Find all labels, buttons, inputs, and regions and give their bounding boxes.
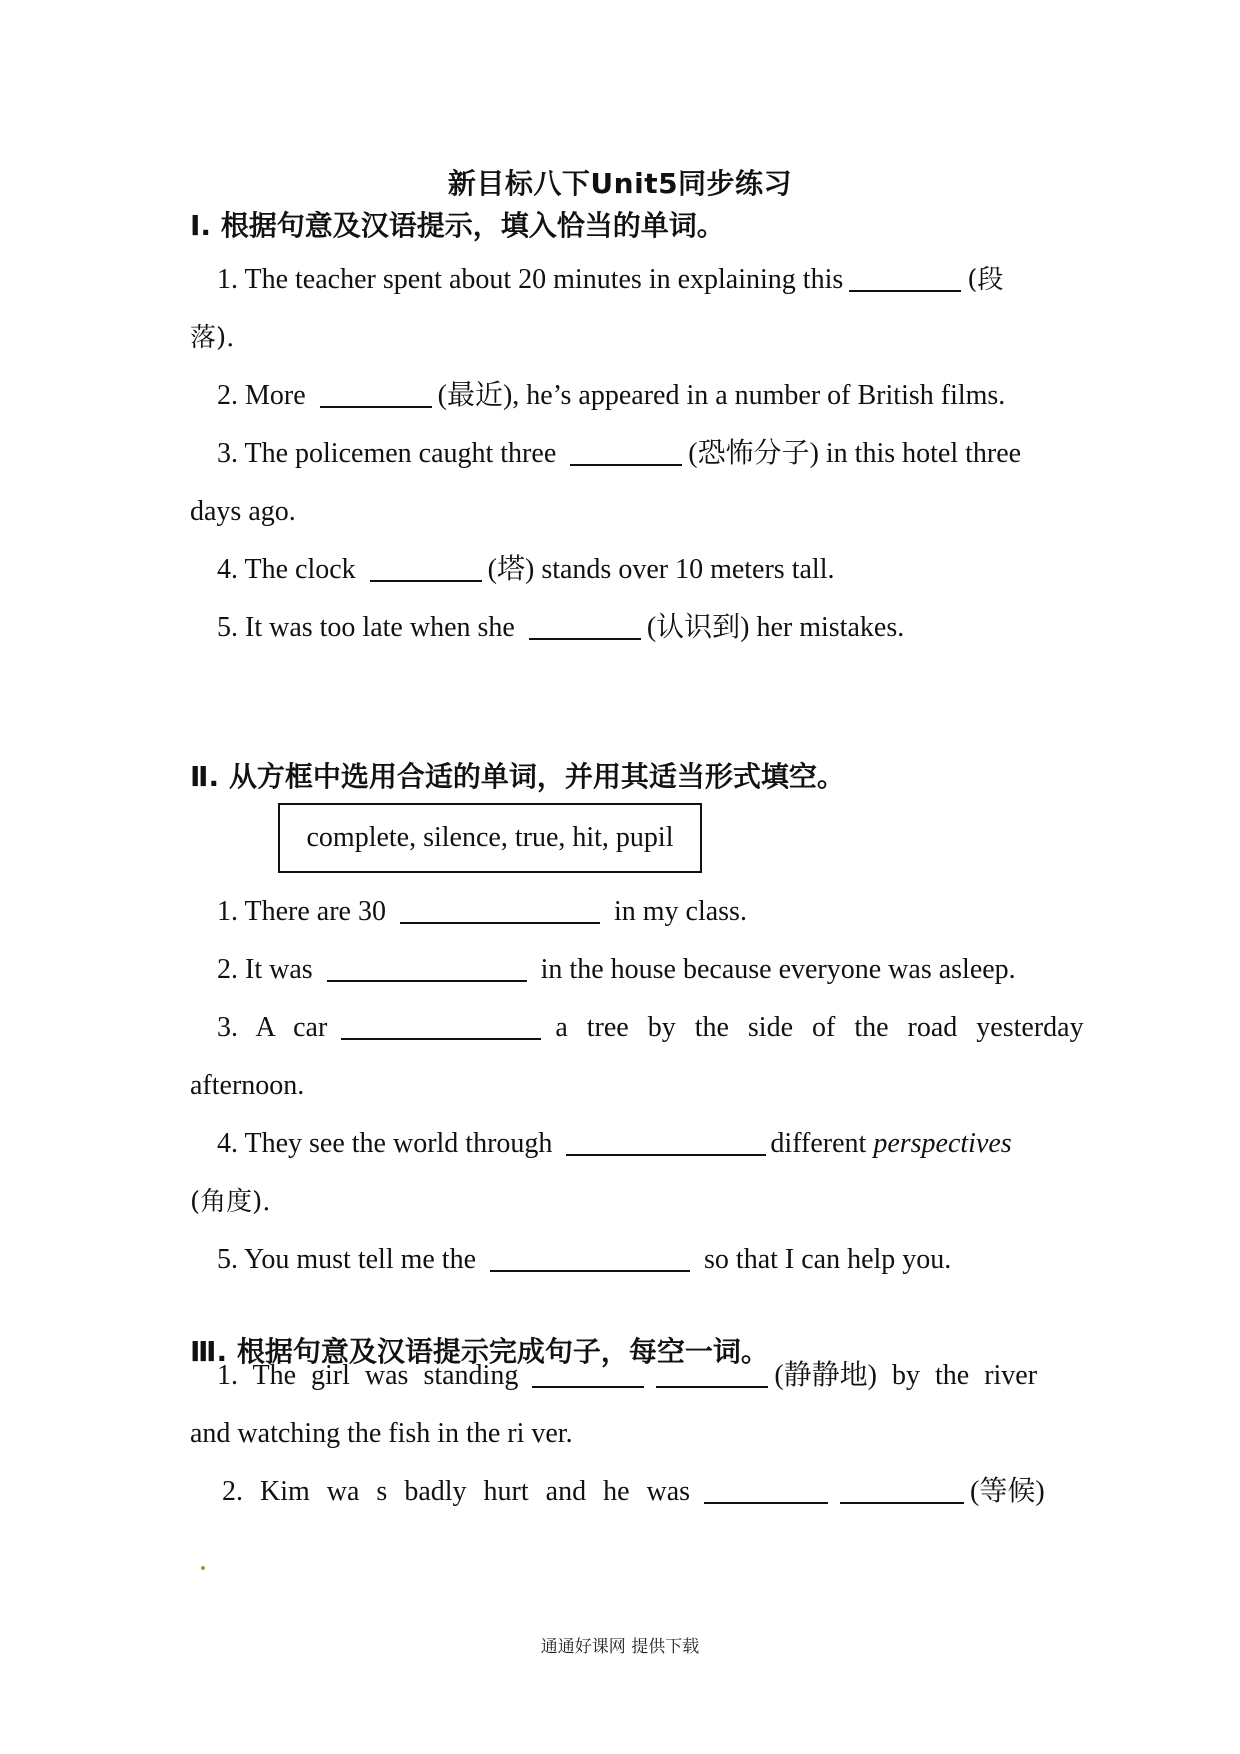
answer-blank[interactable]: [849, 289, 961, 292]
section-1-heading: Ⅰ. 根据句意及汉语提示，填入恰当的单词。: [190, 209, 725, 242]
s1-question-3-cont: days ago.: [190, 496, 296, 527]
s2-question-4: 4. They see the world through different perspectives: [217, 1128, 1012, 1159]
s3-question-1: 1. The girl was standing (静静地) by the river: [217, 1360, 1038, 1391]
answer-blank[interactable]: [566, 1153, 766, 1156]
section-2-heading: Ⅱ. 从方框中选用合适的单词，并用其适当形式填空。: [190, 760, 845, 793]
s2-question-2: 2. It was in the house because everyone was asleep.: [217, 954, 1016, 985]
answer-blank[interactable]: [840, 1501, 964, 1504]
s1-question-2: 2. More (最近), he’s appeared in a number of British films.: [217, 380, 1006, 411]
s1-question-5: 5. It was too late when she (认识到) her mistakes.: [217, 612, 905, 643]
s1-question-3: 3. The policemen caught three (恐怖分子) in this hotel three: [217, 438, 1022, 469]
page-footer: 通通好课网 提供下载: [540, 1637, 700, 1657]
s1-question-1: 1. The teacher spent about 20 minutes in explaining this (段: [217, 264, 1004, 295]
s2-question-3: 3. A car a tree by the side of the road yesterday: [217, 1012, 1084, 1043]
answer-blank[interactable]: [570, 463, 682, 466]
s2-question-3-cont: afternoon.: [190, 1070, 305, 1101]
word-box: complete, silence, true, hit, pupil: [278, 803, 702, 873]
section-3-heading: Ⅲ. 根据句意及汉语提示完成句子，每空一词。: [190, 1335, 769, 1368]
answer-blank[interactable]: [370, 579, 482, 582]
answer-blank[interactable]: [400, 921, 600, 924]
s3-question-2: 2. Kim wa s badly hurt and he was (等候): [222, 1476, 1045, 1507]
s2-question-5: 5. You must tell me the so that I can help you.: [217, 1244, 952, 1275]
s2-question-4-cont: (角度).: [190, 1187, 271, 1217]
answer-blank[interactable]: [529, 637, 641, 640]
s1-question-4: 4. The clock (塔) stands over 10 meters tall.: [217, 554, 835, 585]
s1-question-1-cont: 落).: [190, 323, 235, 353]
page-title: 新目标八下Unit5同步练习: [447, 167, 793, 200]
s2-question-1: 1. There are 30 in my class.: [217, 896, 747, 927]
s3-question-1-cont: and watching the fish in the ri ver.: [190, 1418, 573, 1449]
answer-blank[interactable]: [490, 1269, 690, 1272]
answer-blank[interactable]: [656, 1385, 768, 1388]
stray-dot: [201, 1566, 205, 1570]
answer-blank[interactable]: [532, 1385, 644, 1388]
answer-blank[interactable]: [327, 979, 527, 982]
answer-blank[interactable]: [704, 1501, 828, 1504]
answer-blank[interactable]: [320, 405, 432, 408]
answer-blank[interactable]: [341, 1037, 541, 1040]
